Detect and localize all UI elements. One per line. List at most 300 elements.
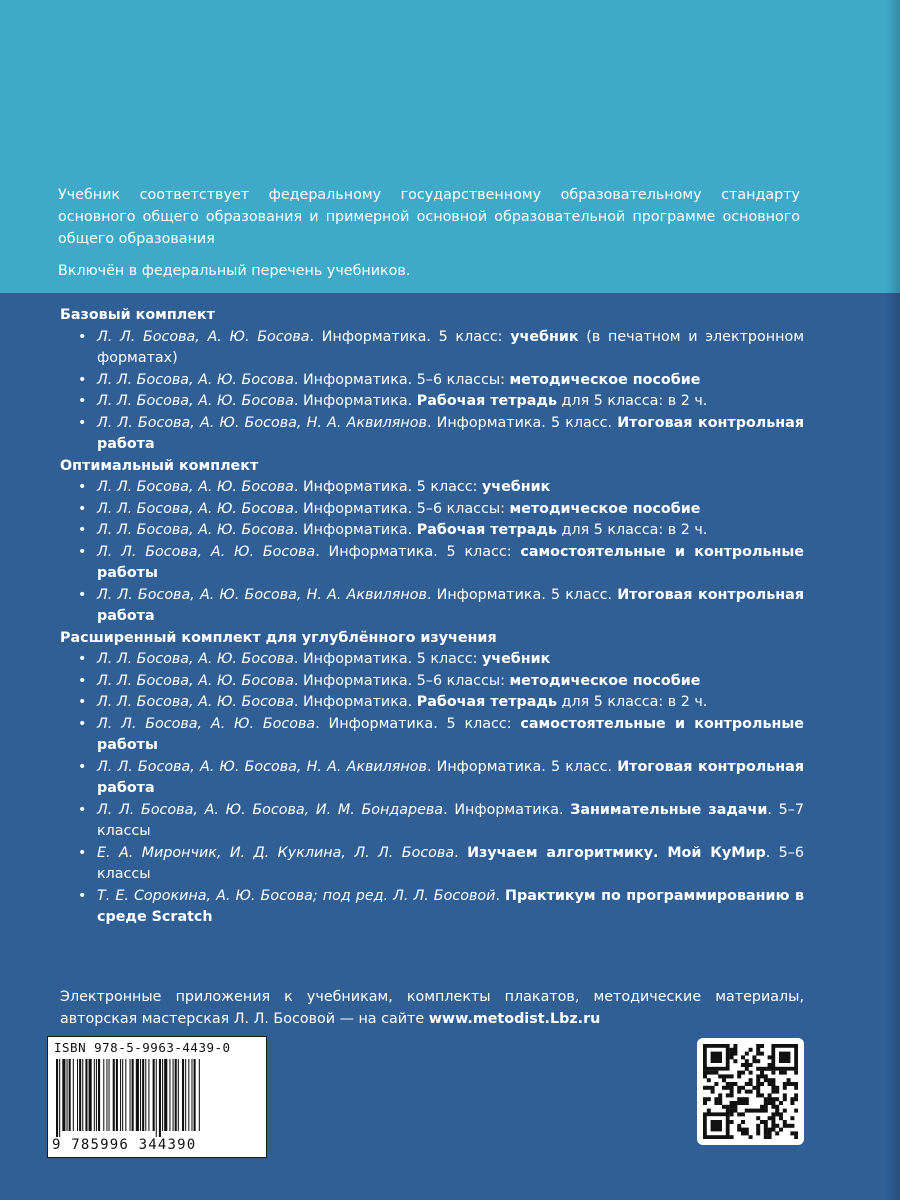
item-title: Итоговая контрольная работа [97, 414, 804, 452]
item-authors: Л. Л. Босова, А. Ю. Босова [97, 393, 294, 409]
barcode-bar [136, 1059, 139, 1131]
qr-module [745, 1090, 749, 1094]
barcode-bar [98, 1059, 100, 1131]
qr-finder-inner [779, 1052, 790, 1063]
item-text: . Информатика. 5 класс. [426, 758, 618, 775]
list-item [60, 413, 804, 456]
list-item [60, 671, 804, 693]
qr-module [749, 1090, 753, 1094]
qr-module [741, 1101, 745, 1105]
qr-module [730, 1048, 734, 1052]
qr-module [711, 1090, 715, 1094]
qr-module [783, 1071, 787, 1075]
barcode-bar [169, 1059, 170, 1131]
qr-module [775, 1086, 779, 1090]
barcode-bar [59, 1059, 60, 1137]
item-title: самостоятельные и контрольные работы [97, 543, 804, 581]
qr-module [764, 1131, 768, 1135]
qr-module [722, 1078, 726, 1082]
barcode-bar [94, 1059, 95, 1131]
item-authors: Л. Л. Босова, А. Ю. Босова [97, 651, 294, 667]
list-item [60, 499, 804, 521]
qr-module [749, 1135, 753, 1139]
qr-module [787, 1082, 791, 1086]
item-text: . Информатика. [293, 522, 417, 538]
barcode-bar [103, 1059, 104, 1131]
qr-module [783, 1120, 787, 1124]
item-title: методическое пособие [509, 500, 701, 517]
qr-module [703, 1097, 707, 1101]
qr-module [737, 1101, 741, 1105]
qr-module [745, 1082, 749, 1086]
barcode-bar [199, 1059, 200, 1131]
qr-module [722, 1105, 726, 1109]
item-authors: Л. Л. Босова, А. Ю. Босова [97, 543, 316, 560]
item-title: Рабочая тетрадь [416, 522, 558, 538]
qr-module [764, 1128, 768, 1132]
barcode-bar [153, 1059, 155, 1131]
qr-module [741, 1063, 745, 1067]
qr-module [703, 1071, 707, 1075]
list-item [60, 391, 804, 413]
qr-module [730, 1052, 734, 1056]
item-title: учебник [481, 479, 551, 495]
qr-module [756, 1067, 760, 1071]
section-title: Оптимальный комплект [60, 457, 259, 474]
item-authors: Т. Е. Сорокина, А. Ю. Босова; под ред. Л. Л. Босовой [97, 887, 496, 904]
barcode-bar [188, 1059, 189, 1131]
list-item [60, 477, 804, 499]
qr-module [741, 1086, 745, 1090]
item-authors: Л. Л. Босова, А. Ю. Босова [97, 371, 294, 388]
qr-module [733, 1048, 737, 1052]
item-text: . Информатика. 5–6 классы: [293, 500, 510, 517]
qr-module [764, 1109, 768, 1113]
item-text: . Информатика. 5 класс: [293, 651, 482, 667]
qr-module [783, 1086, 787, 1090]
qr-code-panel[interactable] [697, 1038, 804, 1145]
qr-module [707, 1086, 711, 1090]
qr-module [733, 1109, 737, 1113]
qr-module [768, 1093, 772, 1097]
qr-module [760, 1071, 764, 1075]
barcode-bar [96, 1059, 97, 1131]
item-title: Занимательные задачи [570, 801, 768, 818]
list-item [60, 757, 804, 800]
section-items [60, 649, 804, 929]
qr-module [718, 1101, 722, 1105]
item-title: методическое пособие [509, 672, 701, 689]
item-title: Итоговая контрольная работа [97, 758, 804, 796]
barcode-bar [132, 1059, 134, 1131]
qr-module [745, 1131, 749, 1135]
qr-module [737, 1074, 741, 1078]
qr-module [790, 1131, 794, 1135]
qr-module [775, 1105, 779, 1109]
qr-module [733, 1059, 737, 1063]
barcode-bar [182, 1059, 184, 1131]
qr-module [787, 1078, 791, 1082]
qr-module [768, 1128, 772, 1132]
item-text: . Информатика. [293, 393, 417, 409]
barcode-bar [130, 1059, 131, 1131]
qr-module [794, 1097, 798, 1101]
qr-module [760, 1044, 764, 1048]
qr-module [779, 1116, 783, 1120]
item-tail: (в печатном и электронном форматах) [97, 328, 804, 366]
qr-module [771, 1097, 775, 1101]
qr-module [733, 1105, 737, 1109]
footer-note [60, 987, 804, 1030]
qr-module [756, 1093, 760, 1097]
qr-module [787, 1124, 791, 1128]
qr-module [764, 1067, 768, 1071]
qr-module [760, 1074, 764, 1078]
qr-code-icon [703, 1044, 798, 1139]
item-title: Изучаем алгоритмику. Мой КуМир [467, 844, 766, 861]
qr-module [779, 1112, 783, 1116]
barcode-bar [106, 1059, 107, 1131]
barcode-digits: 9 785996 344390 [52, 1137, 197, 1153]
qr-module [756, 1074, 760, 1078]
qr-module [768, 1131, 772, 1135]
list-item [60, 327, 804, 370]
qr-module [737, 1112, 741, 1116]
qr-module [775, 1131, 779, 1135]
qr-module [737, 1124, 741, 1128]
barcode-bar [56, 1059, 58, 1137]
qr-module [760, 1052, 764, 1056]
isbn-label: ISBN 978-5-9963-4439-0 [54, 1040, 231, 1055]
qr-module [756, 1116, 760, 1120]
qr-module [730, 1093, 734, 1097]
qr-module [749, 1048, 753, 1052]
barcode-bar [120, 1059, 121, 1131]
qr-module [730, 1109, 734, 1113]
qr-module [741, 1112, 745, 1116]
item-text: . Информатика. 5 класс: [293, 479, 482, 495]
qr-module [760, 1105, 764, 1109]
barcode-bar [77, 1059, 78, 1131]
list-item [60, 843, 804, 886]
item-authors: Л. Л. Босова, А. Ю. Босова [97, 328, 310, 345]
qr-module [768, 1055, 772, 1059]
qr-module [711, 1086, 715, 1090]
qr-module [730, 1086, 734, 1090]
barcode-bar [194, 1059, 196, 1131]
section-items [60, 477, 804, 628]
qr-module [718, 1074, 722, 1078]
item-authors: Л. Л. Босова, А. Ю. Босова, Н. А. Аквилянов [97, 586, 427, 603]
qr-module [733, 1082, 737, 1086]
barcode-bar [82, 1059, 83, 1131]
barcode-bar [159, 1059, 161, 1137]
qr-module [737, 1097, 741, 1101]
qr-module [768, 1101, 772, 1105]
list-item [60, 714, 804, 757]
qr-module [745, 1052, 749, 1056]
qr-module [764, 1074, 768, 1078]
kit-list [60, 305, 804, 929]
item-authors: Л. Л. Босова, А. Ю. Босова, И. М. Бондарева [97, 801, 444, 818]
qr-module [760, 1082, 764, 1086]
barcode-bar [89, 1059, 92, 1131]
qr-module [779, 1101, 783, 1105]
qr-module [707, 1078, 711, 1082]
qr-module [756, 1059, 760, 1063]
qr-module [771, 1124, 775, 1128]
qr-module [741, 1055, 745, 1059]
barcode-panel [47, 1036, 267, 1158]
qr-module [730, 1090, 734, 1094]
qr-module [756, 1052, 760, 1056]
barcode-bar [79, 1059, 81, 1131]
item-tail: для 5 класса: в 2 ч. [557, 522, 708, 538]
qr-module [794, 1082, 798, 1086]
qr-module [775, 1109, 779, 1113]
qr-module [741, 1071, 745, 1075]
item-title: Рабочая тетрадь [416, 694, 558, 710]
qr-module [764, 1078, 768, 1082]
item-authors: Л. Л. Босова, А. Ю. Босова [97, 479, 294, 495]
list-item [60, 520, 804, 542]
item-text: . [454, 844, 468, 861]
item-title: учебник [510, 328, 579, 345]
list-item [60, 692, 804, 714]
barcode-bar [175, 1059, 177, 1131]
qr-module [722, 1086, 726, 1090]
barcode-bar [142, 1059, 144, 1131]
qr-module [707, 1071, 711, 1075]
qr-module [711, 1071, 715, 1075]
qr-module [756, 1090, 760, 1094]
qr-module [741, 1120, 745, 1124]
barcode-bar [185, 1059, 186, 1131]
qr-module [760, 1109, 764, 1113]
qr-module [775, 1090, 779, 1094]
qr-module [771, 1101, 775, 1105]
qr-module [726, 1093, 730, 1097]
qr-module [756, 1082, 760, 1086]
qr-module [775, 1112, 779, 1116]
qr-module [764, 1120, 768, 1124]
qr-module [756, 1109, 760, 1113]
qr-module [733, 1052, 737, 1056]
qr-module [722, 1074, 726, 1078]
item-authors: Л. Л. Босова, А. Ю. Босова [97, 694, 294, 710]
qr-module [741, 1128, 745, 1132]
qr-module [718, 1093, 722, 1097]
item-tail: для 5 класса: в 2 ч. [557, 694, 708, 710]
qr-module [779, 1071, 783, 1075]
qr-module [745, 1101, 749, 1105]
item-text: . Информатика. 5–6 классы: [293, 672, 510, 689]
qr-module [768, 1078, 772, 1082]
item-authors: Л. Л. Босова, А. Ю. Босова, Н. А. Аквилянов [97, 758, 427, 775]
qr-module [768, 1116, 772, 1120]
qr-module [730, 1135, 734, 1139]
qr-module [730, 1101, 734, 1105]
qr-module [768, 1097, 772, 1101]
qr-module [760, 1120, 764, 1124]
item-title: самостоятельные и контрольные работы [97, 715, 804, 753]
list-item [60, 649, 804, 671]
qr-module [745, 1067, 749, 1071]
barcode-bar [113, 1059, 115, 1131]
qr-module [703, 1101, 707, 1105]
qr-module [783, 1124, 787, 1128]
barcode-bar [191, 1059, 192, 1131]
intro-paragraph-federal-list: Включён в федеральный перечень учебников. [58, 263, 411, 279]
barcode-bar [156, 1059, 157, 1137]
barcode-bar [125, 1059, 126, 1131]
qr-module [745, 1059, 749, 1063]
item-authors: Л. Л. Босова, А. Ю. Босова [97, 672, 294, 689]
barcode-bar [116, 1059, 118, 1131]
qr-module [771, 1078, 775, 1082]
qr-module [749, 1109, 753, 1113]
section-items [60, 327, 804, 456]
qr-module [707, 1097, 711, 1101]
qr-module [756, 1131, 760, 1135]
qr-module [733, 1044, 737, 1048]
footer-note-text: Электронные приложения к учебникам, комплекты плакатов, методические материалы, авторская мастерская Л. Л. Босовой — на сайте [60, 989, 804, 1027]
barcode-bars [56, 1059, 258, 1137]
item-text: . Информатика. 5–6 классы: [293, 371, 510, 388]
qr-module [768, 1082, 772, 1086]
qr-module [714, 1071, 718, 1075]
qr-module [726, 1086, 730, 1090]
qr-module [783, 1082, 787, 1086]
qr-module [794, 1093, 798, 1097]
item-text: . Информатика. 5 класс: [309, 328, 511, 345]
qr-module [790, 1101, 794, 1105]
qr-module [790, 1116, 794, 1120]
intro-block [58, 184, 800, 282]
section-title: Базовый комплект [60, 307, 215, 323]
qr-finder-inner [711, 1052, 722, 1063]
qr-module [771, 1105, 775, 1109]
qr-module [703, 1074, 707, 1078]
barcode-bar [109, 1059, 110, 1131]
qr-module [760, 1067, 764, 1071]
qr-module [771, 1128, 775, 1132]
barcode-bar [85, 1059, 87, 1131]
qr-module [714, 1101, 718, 1105]
qr-module [756, 1086, 760, 1090]
qr-module [790, 1124, 794, 1128]
qr-module [714, 1082, 718, 1086]
list-item [60, 886, 804, 929]
barcode-bar [173, 1059, 174, 1131]
qr-module [775, 1097, 779, 1101]
qr-module [718, 1097, 722, 1101]
item-text: . Информатика. 5 класс: [315, 543, 521, 560]
qr-module [730, 1112, 734, 1116]
qr-module [741, 1131, 745, 1135]
qr-module [714, 1097, 718, 1101]
qr-module [783, 1109, 787, 1113]
item-authors: Л. Л. Босова, А. Ю. Босова [97, 500, 294, 517]
qr-module [783, 1097, 787, 1101]
item-authors: Л. Л. Босова, А. Ю. Босова [97, 522, 294, 538]
item-tail: для 5 класса: в 2 ч. [557, 393, 708, 409]
qr-module [749, 1078, 753, 1082]
qr-module [733, 1101, 737, 1105]
qr-module [756, 1048, 760, 1052]
qr-module [794, 1135, 798, 1139]
qr-module [790, 1082, 794, 1086]
barcode-bar [145, 1059, 146, 1131]
footer-site-link[interactable]: www.metodist.Lbz.ru [428, 1010, 601, 1027]
qr-module [783, 1093, 787, 1097]
qr-module [707, 1109, 711, 1113]
qr-module [756, 1044, 760, 1048]
qr-module [764, 1124, 768, 1128]
barcode-bar [140, 1059, 141, 1131]
qr-module [794, 1109, 798, 1113]
qr-module [745, 1097, 749, 1101]
qr-module [768, 1063, 772, 1067]
qr-module [771, 1082, 775, 1086]
qr-module [703, 1086, 707, 1090]
qr-module [756, 1128, 760, 1132]
qr-module [771, 1120, 775, 1124]
item-authors: Е. А. Мирончик, И. Д. Куклина, Л. Л. Босова [97, 844, 455, 861]
item-authors: Л. Л. Босова, А. Ю. Босова [97, 715, 316, 732]
qr-module [775, 1124, 779, 1128]
section-title: Расширенный комплект для углублённого изучения [60, 629, 497, 646]
qr-module [741, 1097, 745, 1101]
item-text: . [495, 887, 506, 904]
qr-module [779, 1128, 783, 1132]
qr-module [764, 1105, 768, 1109]
qr-module [768, 1067, 772, 1071]
qr-module [756, 1078, 760, 1082]
qr-module [771, 1071, 775, 1075]
list-item [60, 800, 804, 843]
list-item [60, 370, 804, 392]
qr-module [726, 1074, 730, 1078]
qr-module [768, 1135, 772, 1139]
qr-module [764, 1101, 768, 1105]
qr-module [745, 1109, 749, 1113]
barcode-bar [164, 1059, 167, 1131]
item-text: . Информатика. 5 класс. [426, 586, 618, 603]
qr-module [771, 1116, 775, 1120]
item-tail: . 5–6 классы [97, 844, 805, 882]
item-text: . Информатика. [443, 801, 571, 818]
qr-module [737, 1090, 741, 1094]
qr-module [745, 1128, 749, 1132]
item-title: методическое пособие [509, 371, 701, 388]
qr-module [726, 1082, 730, 1086]
qr-module [749, 1071, 753, 1075]
item-tail: . 5–7 классы [97, 801, 804, 839]
item-title: Практикум по программированию в среде Scratch [97, 887, 805, 925]
qr-module [745, 1063, 749, 1067]
cover-edge-shadow [886, 0, 900, 1200]
qr-module [749, 1082, 753, 1086]
qr-module [726, 1109, 730, 1113]
qr-module [752, 1055, 756, 1059]
barcode-bar [178, 1059, 179, 1131]
qr-module [752, 1059, 756, 1063]
qr-module [752, 1109, 756, 1113]
list-item [60, 542, 804, 585]
qr-module [764, 1135, 768, 1139]
barcode-bar [122, 1059, 123, 1131]
